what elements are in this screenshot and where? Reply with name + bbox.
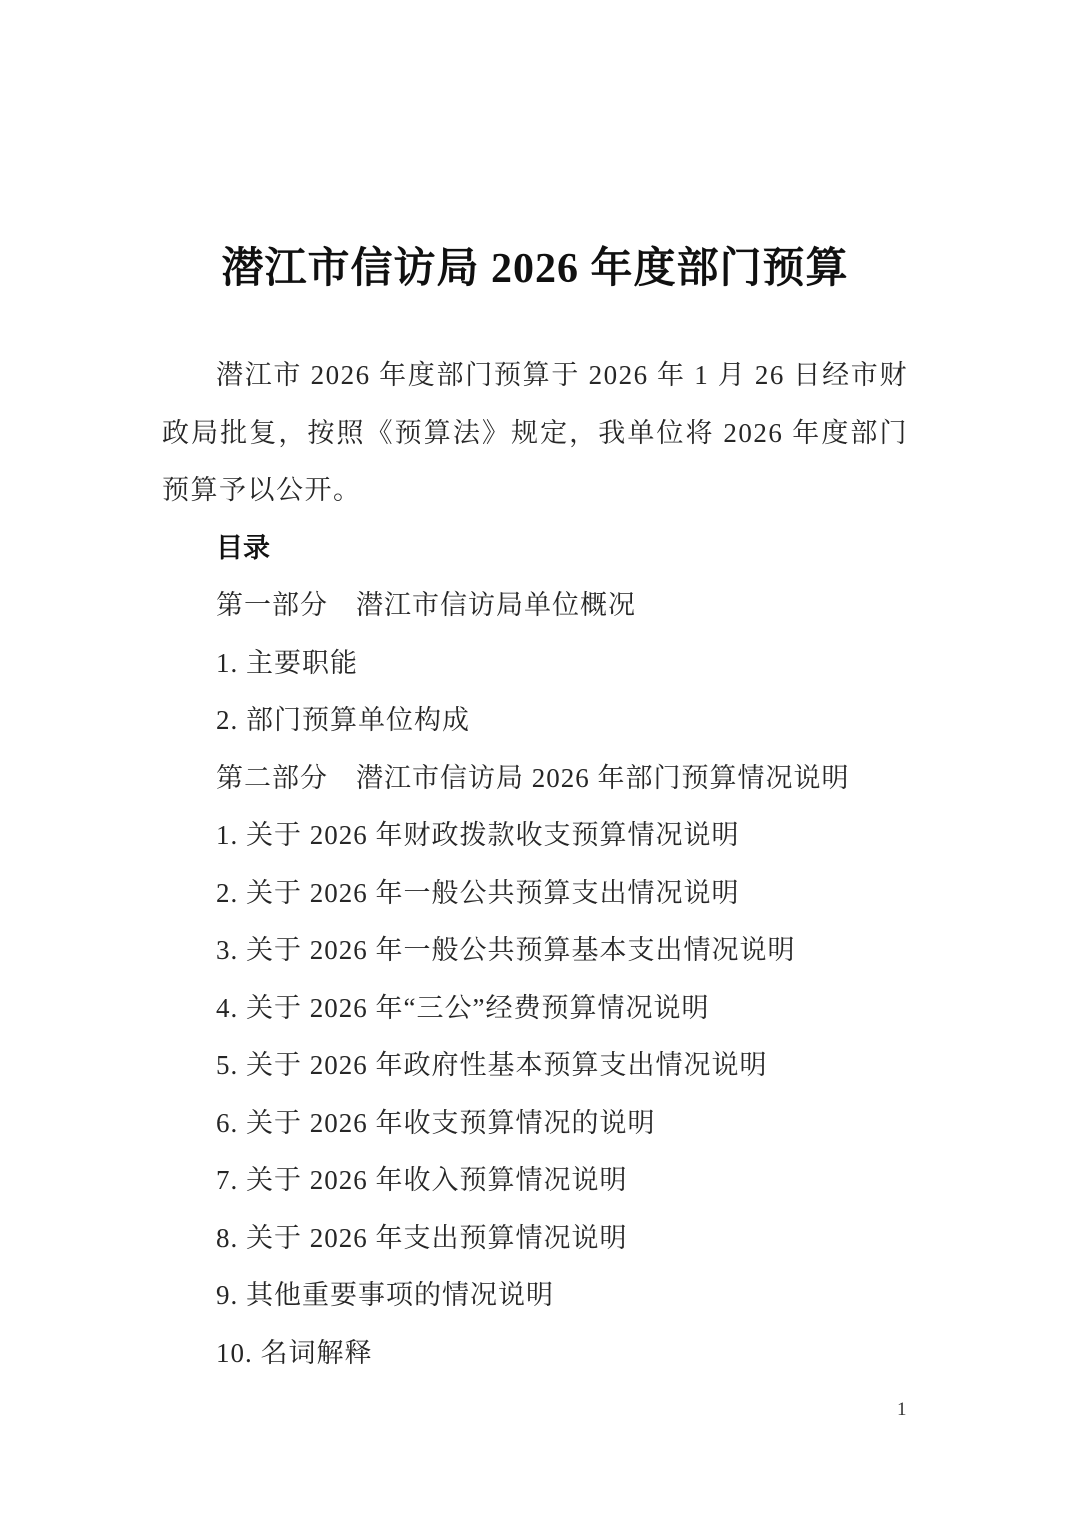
- toc-item: 第一部分 潜江市信访局单位概况: [216, 590, 636, 620]
- toc-item: 3. 关于 2026 年一般公共预算基本支出情况说明: [216, 935, 796, 965]
- intro-paragraph: 潜江市 2026 年度部门预算于 2026 年 1 月 26 日经市财政局批复，按照《预算法》规定，我单位将 2026 年度部门预算予以公开。: [162, 360, 908, 505]
- toc-item: 8. 关于 2026 年支出预算情况说明: [216, 1222, 628, 1253]
- toc-item: 1. 关于 2026 年财政拨款收支预算情况说明: [216, 820, 740, 850]
- toc-heading: 目录: [216, 532, 270, 563]
- toc-item: 2. 关于 2026 年一般公共预算支出情况说明: [216, 877, 740, 908]
- toc-item: 10. 名词解释: [216, 1337, 373, 1368]
- toc-item: 7. 关于 2026 年收入预算情况说明: [216, 1165, 628, 1195]
- toc-item: 9. 其他重要事项的情况说明: [216, 1280, 554, 1310]
- toc-item: 第二部分 潜江市信访局 2026 年部门预算情况说明: [216, 762, 850, 793]
- toc-item: 4. 关于 2026 年“三公”经费预算情况说明: [216, 992, 710, 1023]
- page-number: 1: [897, 1399, 907, 1420]
- toc-item: 2. 部门预算单位构成: [216, 705, 470, 735]
- toc-item: 6. 关于 2026 年收支预算情况的说明: [216, 1107, 656, 1138]
- document-content: [162, 0, 908, 1382]
- document-title: 潜江市信访局 2026 年度部门预算: [221, 246, 849, 292]
- toc-item: 1. 主要职能: [216, 647, 358, 678]
- toc-item: 5. 关于 2026 年政府性基本预算支出情况说明: [216, 1050, 768, 1080]
